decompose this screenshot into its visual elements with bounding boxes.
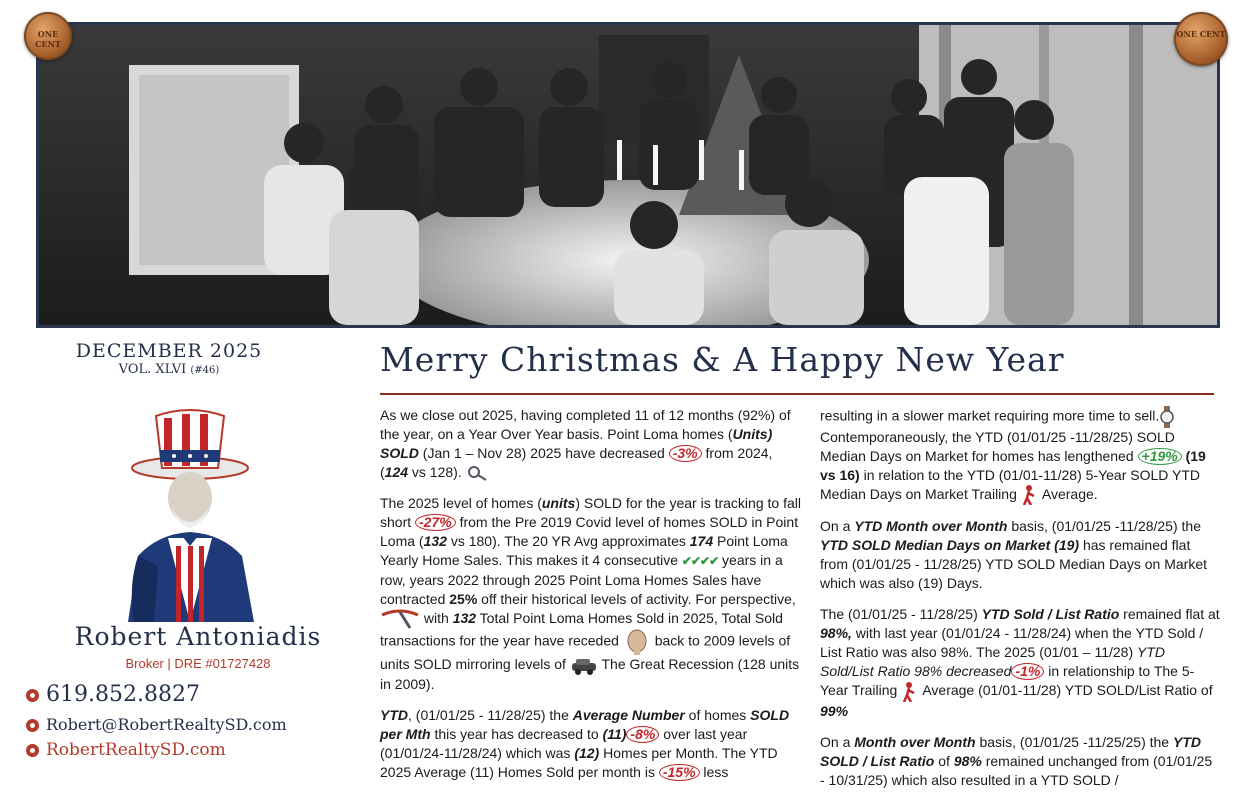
- paragraph-sold-list-ratio: The (01/01/25 - 11/28/25) YTD Sold / List Ratio remained flat at 98%, with last year (01/01/24 - 11/28/24) when the YTD Sold / List Ratio was also 98%. The 2025 (01/01 – 11/28) YTD Sold/List Ratio 98% decreased -1% in relationship to The 5-Year Trailing Average (01/01-11/28) YTD SOLD/List Ratio of 99%: [820, 606, 1220, 719]
- bald-head-icon: [623, 629, 651, 655]
- magnifier-icon: [466, 465, 488, 481]
- agent-name: Robert Antoniadis: [74, 622, 322, 651]
- paragraph-ratio-month-over-month: On a Month over Month basis, (01/01/25 -11/25/25) the YTD SOLD / List Ratio of 98% remained unchanged from (01/01/25 - 10/31/25) which also resulted in a YTD SOLD /: [820, 733, 1213, 788]
- header-photo: [36, 22, 1220, 328]
- agent-role: Broker | DRE #01727428: [125, 656, 271, 671]
- website-text: RobertRealtySD.com: [46, 740, 226, 760]
- web-icon: [26, 744, 39, 757]
- paragraph-level-tracking: The 2025 level of homes (units) SOLD for the year is tracking to fall short -27% from the Pre 2019 Covid level of homes SOLD in Point Loma (132 vs 180). The 20 YR Avg approximates 174 Point Loma Yearly Home Sales. This makes it 4 consecutive ✔✔✔✔ years in a row, years 2022 through 2025 Point Loma Homes Sales have contracted 25% off their historical levels of activity. For perspective, with 132 Total Point Loma Homes Sold in 2025, Total Sold transactions for the year have receded back to 2009 levels of units SOLD mirroring levels of The Great Recession (128 units in 2009).: [380, 495, 801, 692]
- sidebar: [24, 340, 350, 760]
- penny-coin-right: ONE CENT: [1174, 12, 1228, 66]
- wristwatch-icon: [1159, 406, 1175, 428]
- article-column-2: [820, 406, 1220, 802]
- car-icon: [570, 657, 598, 675]
- penny-coin-left: ONE CENT: [24, 12, 72, 60]
- page-title: Merry Christmas & A Happy New Year: [380, 340, 1065, 379]
- email-icon: [26, 719, 39, 732]
- walker-icon: [901, 682, 919, 702]
- phone-text: 619.852.8827: [46, 682, 200, 707]
- volume-label: VOL. XLVI: [118, 362, 187, 377]
- paragraph-days-on-market: resulting in a slower market requiring more time to sell. Contemporaneously, the YTD (01/01/25 -11/28/25) SOLD Median Days on Market for homes has lengthened +19% (19 vs 16) in relation to the YTD (01/01-11/28) 5-Year SOLD YTD Median Days on Market Trailing Average.: [820, 406, 1220, 505]
- circled-stat: -27%: [415, 514, 456, 531]
- volume-number: (#46): [190, 365, 220, 376]
- circled-stat: -15%: [659, 764, 700, 781]
- article-column-1: [380, 406, 804, 794]
- title-divider: [380, 393, 1214, 395]
- christmas-dinner-photo: [39, 25, 1217, 325]
- circled-stat-green: +19%: [1138, 448, 1182, 465]
- checkmarks-icon: ✔✔✔✔: [681, 554, 719, 568]
- website-link[interactable]: [26, 740, 226, 760]
- circled-stat: -1%: [1011, 663, 1044, 680]
- pickaxe-icon: [380, 609, 420, 629]
- phone-icon: [26, 689, 39, 702]
- walker-icon: [1021, 485, 1039, 505]
- phone-link[interactable]: [26, 682, 200, 707]
- email-link[interactable]: [26, 715, 287, 734]
- paragraph-average-sold: YTD, (01/01/25 - 11/28/25) the Average Number of homes SOLD per Mth this year has decreased to (11) -8% over last year (01/01/24-11/28/24) which was (12) Homes per Month. The YTD 2025 Average (11) Homes Sold per month is -15% less: [380, 706, 790, 780]
- paragraph-units-sold: As we close out 2025, having completed 11 of 12 months (92%) of the year, on a Year Over Year basis. Point Loma homes (Units) SOLD (Jan 1 – Nov 28) 2025 have decreased -3% from 2024, (124 vs 128).: [380, 407, 791, 480]
- paragraph-month-over-month: On a YTD Month over Month basis, (01/01/25 -11/28/25) the YTD SOLD Median Days on Market (19) has remained flat from (01/01/25 - 11/28/25) YTD SOLD Median Days on Market which was also (19) Days.: [820, 518, 1207, 592]
- uncle-sam-portrait: [98, 406, 298, 622]
- email-text: Robert@RobertRealtySD.com: [46, 715, 287, 734]
- circled-stat: -8%: [626, 726, 659, 743]
- issue-month: DECEMBER 2025: [75, 340, 263, 362]
- circled-stat: -3%: [669, 445, 702, 462]
- issue-volume: [24, 362, 314, 377]
